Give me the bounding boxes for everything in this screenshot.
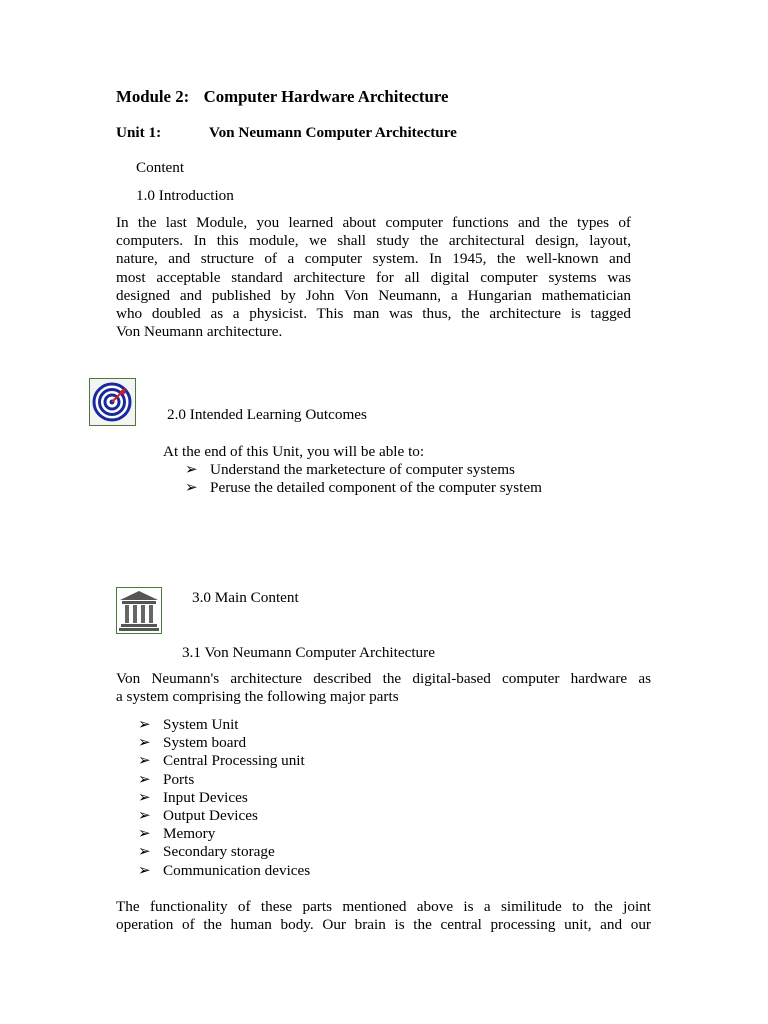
list-item: ➢ System Unit <box>138 716 239 733</box>
arrow-bullet-icon: ➢ <box>138 825 151 843</box>
arrow-bullet-icon: ➢ <box>138 788 151 806</box>
main-heading <box>192 589 299 607</box>
building-icon <box>116 587 162 634</box>
list-item: ➢ Communication devices <box>138 861 311 879</box>
unit-heading <box>116 124 161 142</box>
section31-title: Von Neumann Computer Architecture <box>204 644 435 661</box>
main-number: 3.0 <box>192 589 211 606</box>
intro-heading <box>136 187 234 205</box>
arrow-bullet-icon: ➢ <box>138 843 151 861</box>
intro-line: most acceptable standard architecture for all digital computer systems was <box>116 268 631 286</box>
outcomes-number: 2.0 <box>167 406 186 423</box>
list-item: ➢ Output Devices <box>138 806 258 824</box>
list-item: ➢ Understand the marketecture of computer systems <box>185 461 515 478</box>
outcomes-title: Intended Learning Outcomes <box>189 406 367 423</box>
intro-line: computers. In this module, we shall study the architectural design, layout, <box>116 232 631 250</box>
list-item: ➢ Ports <box>138 770 195 788</box>
module-label: Module 2: <box>116 87 190 106</box>
intro-line: nature, and structure of a computer system. In 1945, the well-known and <box>116 250 631 268</box>
list-item: ➢ Central Processing unit <box>138 752 305 770</box>
intro-line: In the last Module, you learned about computer functions and the types of <box>116 214 631 231</box>
intro-number: 1.0 <box>136 187 155 204</box>
list-item: ➢ Secondary storage <box>138 843 275 861</box>
section31-number: 3.1 <box>182 644 201 661</box>
list-item: ➢ Memory <box>138 825 216 843</box>
section31-line: Von Neumann's architecture described the digital-based computer hardware as <box>116 670 651 687</box>
arrow-bullet-icon: ➢ <box>185 461 198 478</box>
outcomes-heading <box>167 406 367 424</box>
outcomes-list <box>185 461 542 497</box>
list-item: ➢ Input Devices <box>138 788 248 806</box>
arrow-bullet-icon: ➢ <box>138 770 151 788</box>
target-icon <box>89 378 136 426</box>
section31-heading <box>182 644 435 662</box>
intro-line: Von Neumann architecture. <box>116 323 283 341</box>
module-heading <box>116 88 448 106</box>
intro-title: Introduction <box>158 187 234 204</box>
arrow-bullet-icon: ➢ <box>138 861 151 879</box>
arrow-bullet-icon: ➢ <box>138 806 151 824</box>
arrow-bullet-icon: ➢ <box>138 752 151 770</box>
parts-list <box>138 716 310 880</box>
closing-line: operation of the human body. Our brain is the central processing unit, and our <box>116 916 651 934</box>
intro-paragraph <box>116 214 631 341</box>
unit-label: Unit 1: <box>116 124 162 141</box>
section31-paragraph <box>116 670 651 706</box>
arrow-bullet-icon: ➢ <box>138 734 151 752</box>
list-item: ➢ Peruse the detailed component of the computer system <box>185 479 542 497</box>
main-title: Main Content <box>214 589 299 606</box>
module-title: Computer Hardware Architecture <box>203 87 449 106</box>
section31-line: a system comprising the following major parts <box>116 688 399 706</box>
intro-line: designed and published by John Von Neumann, a Hungarian mathematician <box>116 286 631 304</box>
outcomes-lead: At the end of this Unit, you will be able to: <box>163 443 425 460</box>
arrow-bullet-icon: ➢ <box>138 716 151 733</box>
content-heading: Content <box>136 159 185 176</box>
arrow-bullet-icon: ➢ <box>185 479 198 497</box>
intro-line: who doubled as a physicist. This man was thus, the architecture is tagged <box>116 304 631 322</box>
list-item: ➢ System board <box>138 734 247 752</box>
closing-paragraph <box>116 898 651 934</box>
closing-line: The functionality of these parts mentioned above is a similitude to the joint <box>116 898 651 915</box>
unit-title: Von Neumann Computer Architecture <box>209 124 457 141</box>
